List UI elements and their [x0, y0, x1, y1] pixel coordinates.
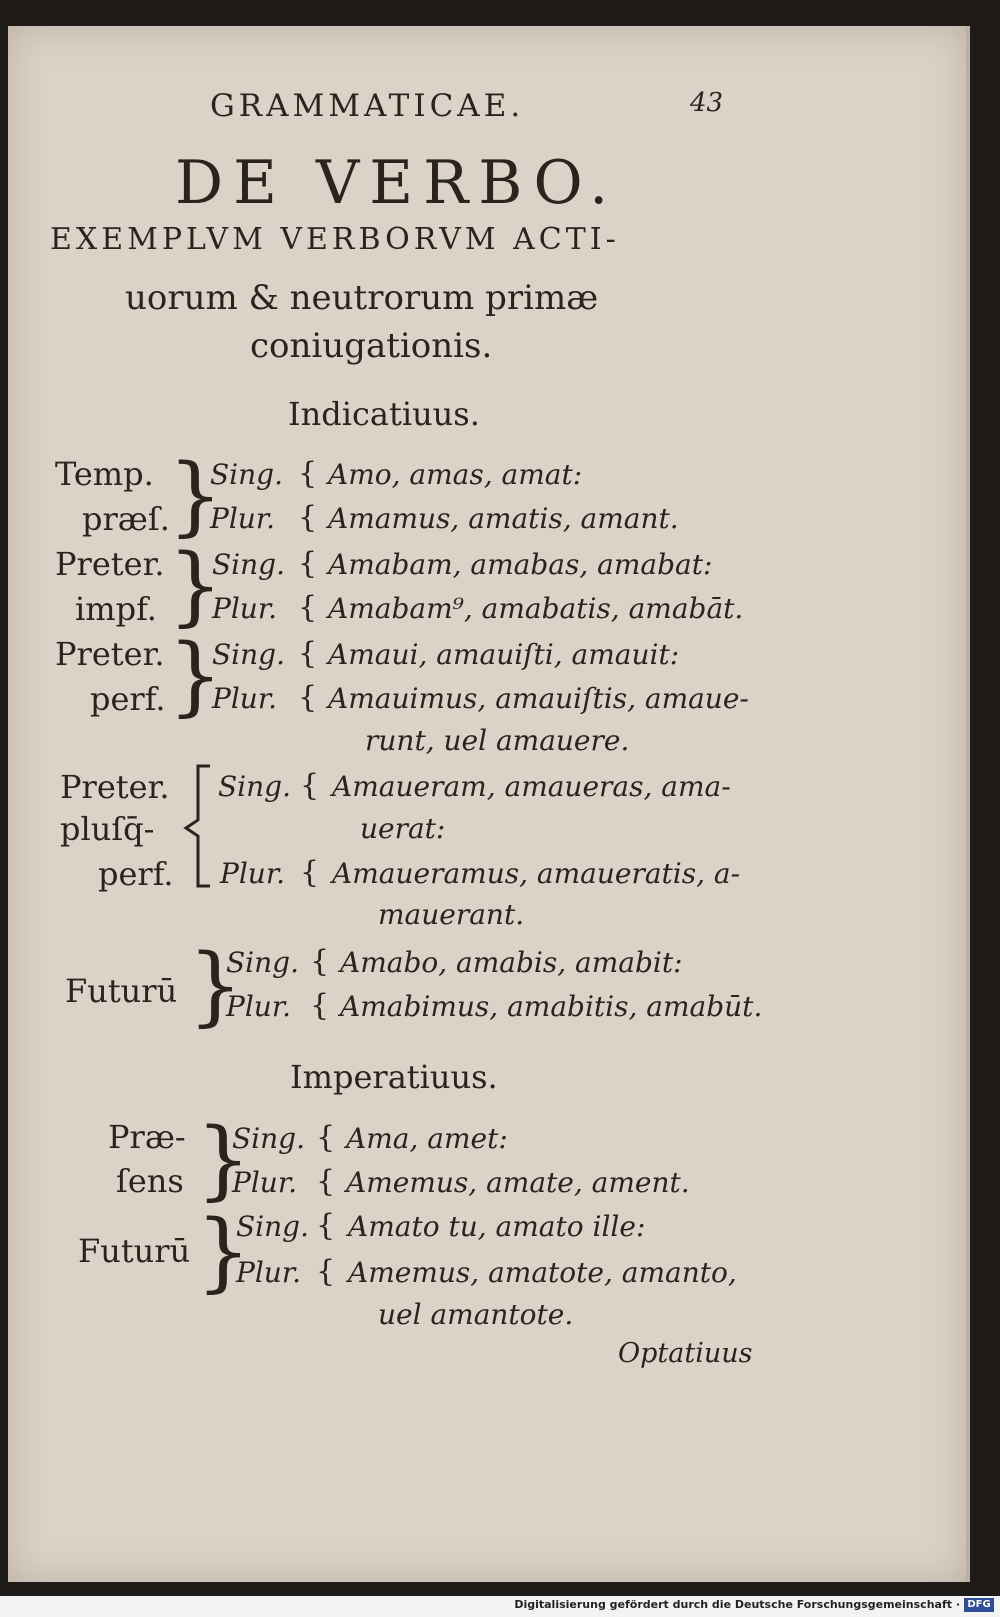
ind-future-label: Futurū: [65, 972, 178, 1010]
subtitle-line-3: coniugationis.: [250, 326, 493, 366]
imp-praesens-label-2: ſens: [116, 1162, 184, 1200]
small-brace: {: [310, 944, 330, 979]
ind-future-sing: Amabo, amabis, amabit:: [340, 946, 683, 979]
small-brace: {: [300, 855, 320, 890]
brace-ind-future: }: [188, 936, 243, 1036]
small-brace: {: [298, 546, 318, 581]
small-brace: {: [316, 1164, 336, 1199]
ind-perfect-sing: Amaui, amauiſti, amauit:: [328, 638, 680, 671]
small-brace: {: [310, 988, 330, 1023]
ind-pluperfect-label-1: Preter.: [60, 768, 170, 806]
imp-future-label: Futurū: [78, 1232, 191, 1270]
brace-ind-perfect: }: [168, 626, 223, 726]
ind-praesens-plur-label: Plur.: [210, 502, 276, 535]
ind-perfect-plur-label: Plur.: [212, 682, 278, 715]
ind-perfect-plur: Amauimus, amauiſtis, amaue-: [328, 682, 749, 715]
dfg-logo: DFG: [964, 1598, 994, 1612]
small-brace: {: [316, 1208, 336, 1243]
ind-praesens-sing: Amo, amas, amat:: [328, 458, 583, 491]
ind-pluperfect-plur-cont: mauerant.: [378, 898, 525, 931]
ind-future-plur-label: Plur.: [226, 990, 292, 1023]
ind-imperfect-plur-label: Plur.: [212, 592, 278, 625]
imp-future-sing: Amato tu, amato ille:: [348, 1210, 646, 1243]
ind-pluperfect-sing-cont: uerat:: [360, 812, 446, 845]
ind-pluperfect-sing-label: Sing.: [218, 770, 291, 803]
small-brace: {: [316, 1254, 336, 1289]
ind-perfect-sing-label: Sing.: [212, 638, 285, 671]
ind-imperfect-sing: Amabam, amabas, amabat:: [328, 548, 713, 581]
ind-perfect-plur-cont: runt, uel amauere.: [365, 724, 630, 757]
ind-future-plur: Amabimus, amabitis, amabūt.: [340, 990, 763, 1023]
ind-pluperfect-plur-label: Plur.: [220, 857, 286, 890]
imp-future-plur-label: Plur.: [236, 1256, 302, 1289]
ind-perfect-label-2: perf.: [90, 680, 166, 718]
ind-imperfect-sing-label: Sing.: [212, 548, 285, 581]
imp-future-plur: Amemus, amatote, amanto,: [348, 1256, 737, 1289]
indicative-heading: Indicatiuus.: [288, 395, 480, 433]
brace-ind-imperfect: }: [168, 536, 223, 636]
small-brace: {: [298, 456, 318, 491]
small-brace: {: [298, 680, 318, 715]
imperative-heading: Imperatiuus.: [290, 1058, 498, 1096]
imp-praesens-label-1: Præ-: [108, 1118, 186, 1156]
ind-imperfect-plur: Amabam⁹, amabatis, amabāt.: [328, 592, 744, 625]
small-brace: {: [298, 636, 318, 671]
imp-future-plur-cont: uel amantote.: [378, 1298, 574, 1331]
imp-future-sing-label: Sing.: [236, 1210, 309, 1243]
ind-praesens-sing-label: Sing.: [210, 458, 283, 491]
ind-praesens-label-1: Temp.: [55, 455, 154, 493]
page-number: 43: [690, 88, 724, 118]
bracket-ind-pluperfect: [182, 762, 218, 892]
imp-praesens-sing-label: Sing.: [232, 1122, 305, 1155]
brace-imp-future: }: [196, 1202, 251, 1302]
small-brace: {: [316, 1120, 336, 1155]
imp-praesens-sing: Ama, amet:: [346, 1122, 508, 1155]
ind-pluperfect-sing: Amaueram, amaueras, ama-: [332, 770, 731, 803]
ind-praesens-label-2: præſ.: [82, 500, 170, 538]
ind-pluperfect-label-2: pluſq̄-: [60, 810, 155, 848]
imp-praesens-plur-label: Plur.: [232, 1166, 298, 1199]
catchword: Optatiuus: [618, 1338, 753, 1369]
ind-imperfect-label-1: Preter.: [55, 545, 165, 583]
brace-imp-praesens: }: [196, 1110, 251, 1210]
subtitle-line-1: EXEMPLVM VERBORVM ACTI-: [50, 222, 620, 257]
page-title: DE VERBO.: [175, 148, 619, 218]
ind-praesens-plur: Amamus, amatis, amant.: [328, 502, 679, 535]
imp-praesens-plur: Amemus, amate, ament.: [346, 1166, 690, 1199]
small-brace: {: [298, 590, 318, 625]
small-brace: {: [298, 500, 318, 535]
ind-pluperfect-plur: Amaueramus, amaueratis, a-: [332, 857, 741, 890]
ind-imperfect-label-2: impf.: [75, 590, 157, 628]
ind-perfect-label-1: Preter.: [55, 635, 165, 673]
ind-pluperfect-label-3: perf.: [98, 855, 174, 893]
brace-ind-praesens: }: [168, 446, 223, 546]
subtitle-line-2: uorum & neutrorum primæ: [125, 278, 599, 318]
footer-credit: Digitalisierung gefördert durch die Deutsche Forschungsgemeinschaft ·: [514, 1598, 960, 1611]
ind-future-sing-label: Sing.: [226, 946, 299, 979]
running-head: GRAMMATICAE.: [210, 88, 525, 124]
small-brace: {: [300, 768, 320, 803]
